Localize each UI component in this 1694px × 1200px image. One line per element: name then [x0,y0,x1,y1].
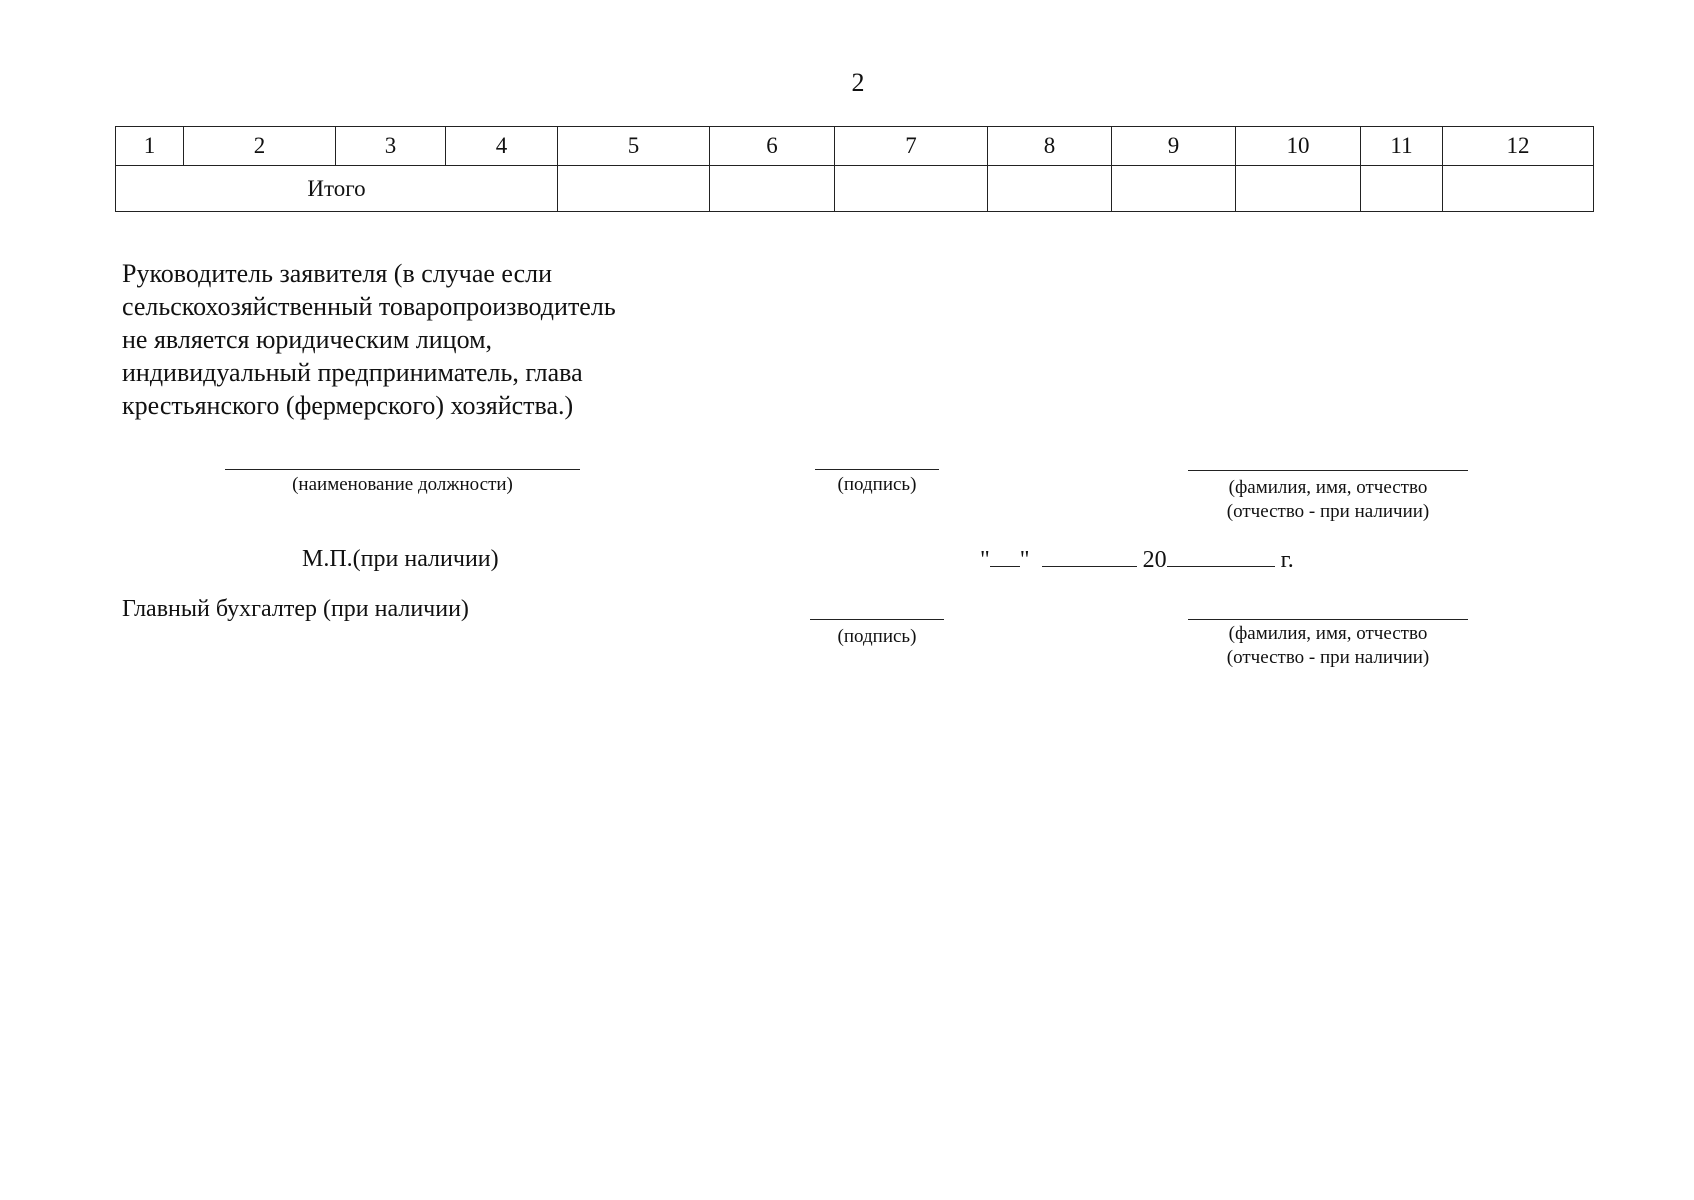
head-label-line: не является юридическим лицом, [122,325,493,354]
column-number-cell: 6 [710,127,835,166]
column-number-cell: 12 [1443,127,1594,166]
column-number-cell: 10 [1236,127,1361,166]
head-name-caption-line: (фамилия, имя, отчество [1228,477,1428,498]
column-number-cell: 5 [558,127,710,166]
total-value-cell[interactable] [1443,166,1594,212]
stamp-label: М.П.(при наличии) [302,546,499,572]
year-prefix: 20 [1142,547,1167,573]
column-number-cell: 3 [336,127,446,166]
date-field [980,546,1294,574]
total-value-cell[interactable] [1112,166,1236,212]
head-name-caption [1188,476,1468,524]
total-value-cell[interactable] [835,166,988,212]
column-number-row [116,127,1594,166]
head-label-line: индивидуальный предприниматель, глава [122,358,583,387]
column-number-cell: 8 [988,127,1112,166]
date-quote-close: " [1019,547,1030,573]
head-signature-caption: (подпись) [837,474,917,495]
column-number-cell: 11 [1361,127,1443,166]
totals-table [115,126,1594,212]
day-blank[interactable] [990,546,1020,567]
column-number-cell: 7 [835,127,988,166]
accountant-name-caption [1188,622,1468,670]
head-name-caption-line: (отчество - при наличии) [1226,501,1430,522]
accountant-name-caption-line: (отчество - при наличии) [1226,647,1430,668]
total-row [116,166,1594,212]
head-of-applicant-label [122,257,616,422]
column-number-cell: 4 [446,127,558,166]
head-name-line[interactable] [1188,470,1468,471]
accountant-name-caption-line: (фамилия, имя, отчество [1228,623,1428,644]
position-line[interactable] [225,469,580,470]
date-quote-open: " [980,547,990,573]
total-value-cell[interactable] [710,166,835,212]
head-label-line: сельскохозяйственный товаропроизводитель [122,292,616,321]
month-blank[interactable] [1042,546,1137,567]
position-caption: (наименование должности) [292,474,513,495]
column-number-cell: 9 [1112,127,1236,166]
total-label-cell: Итого [116,166,558,212]
head-signature-line[interactable] [815,469,939,470]
column-number-cell: 2 [184,127,336,166]
accountant-signature-caption: (подпись) [837,626,917,647]
total-value-cell[interactable] [558,166,710,212]
year-suffix: г. [1280,547,1294,573]
column-number-cell: 1 [116,127,184,166]
accountant-label: Главный бухгалтер (при наличии) [122,596,469,622]
head-label-line: крестьянского (фермерского) хозяйства.) [122,391,574,420]
year-blank[interactable] [1167,546,1275,567]
total-value-cell[interactable] [1236,166,1361,212]
head-label-line: Руководитель заявителя (в случае если [122,259,553,288]
accountant-name-line[interactable] [1188,619,1468,620]
page-number: 2 [851,68,865,97]
total-value-cell[interactable] [988,166,1112,212]
total-value-cell[interactable] [1361,166,1443,212]
accountant-signature-line[interactable] [810,619,944,620]
